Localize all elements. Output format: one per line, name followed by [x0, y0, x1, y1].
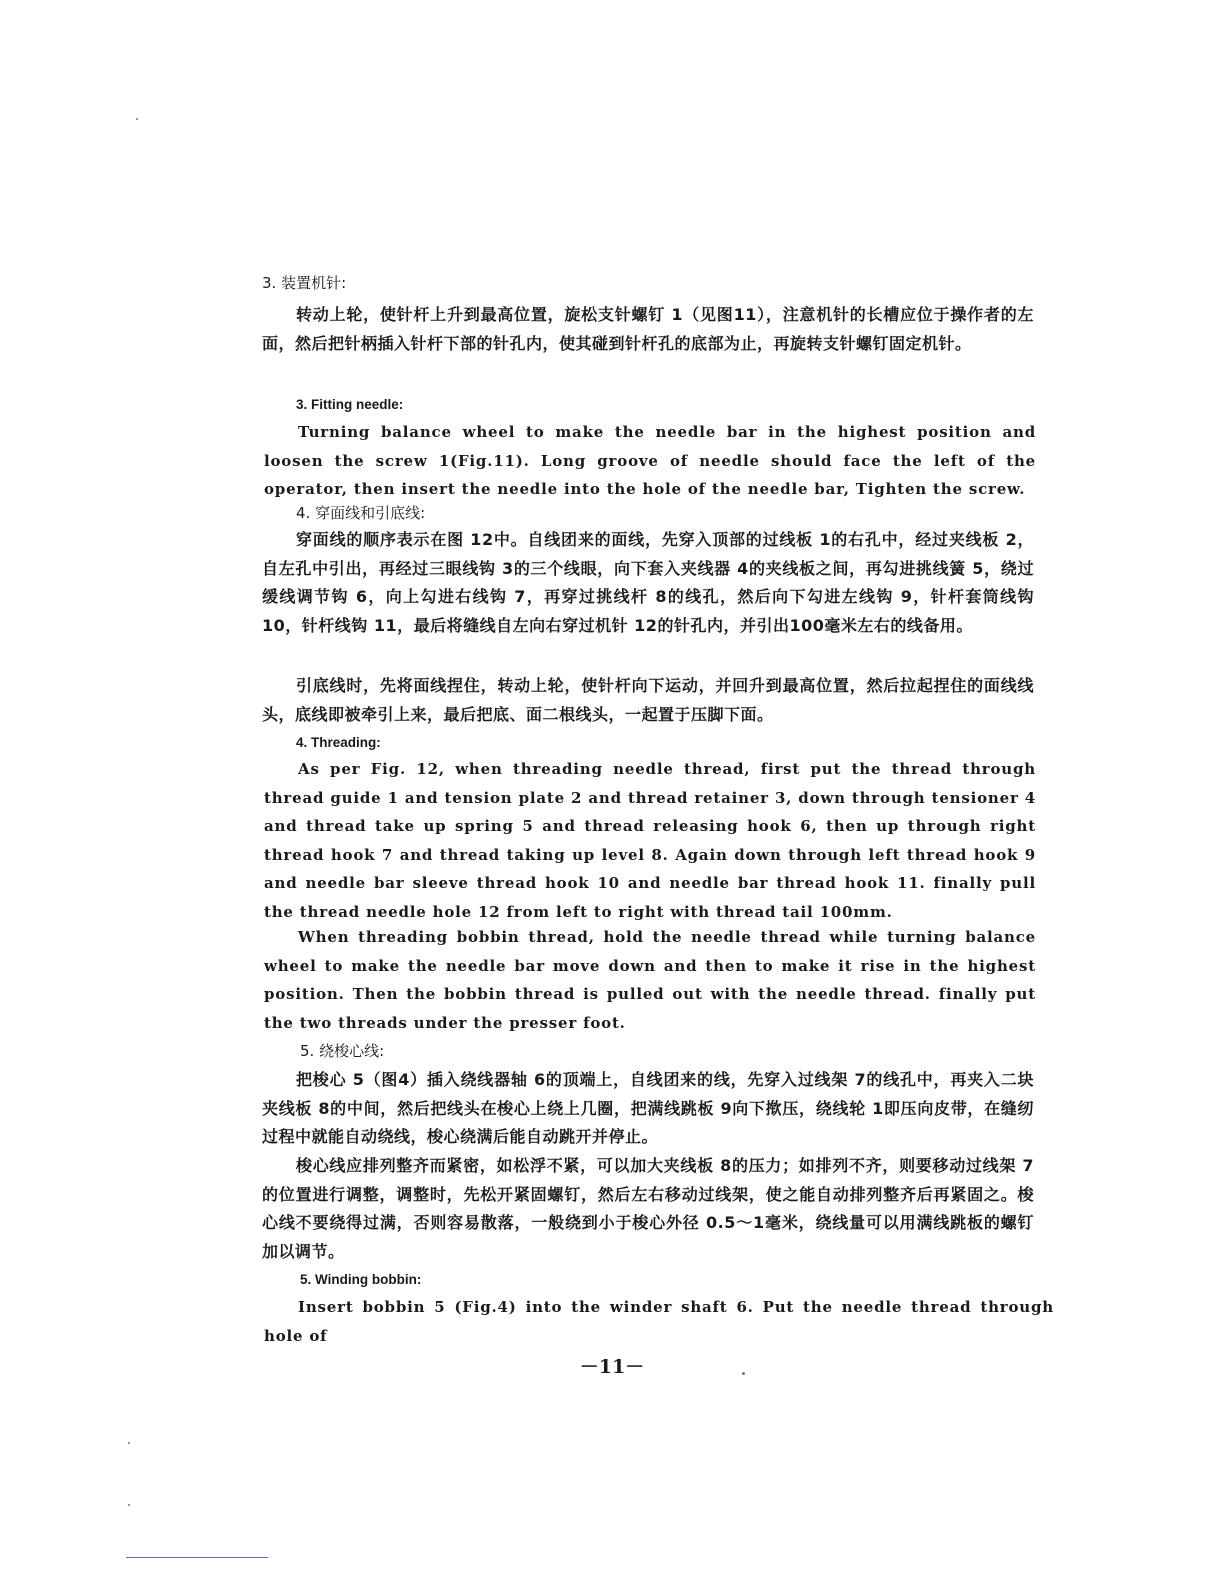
- section-heading-threading-en: 4. Threading:: [296, 735, 381, 750]
- paragraph-threading-cn-2: 引底线时，先将面线捏住，转动上轮，使针杆向下运动，并回升到最高位置，然后拉起捏住的面线线头，底线即被牵引上来，最后把底、面二根线头，一起置于压脚下面。: [262, 676, 1034, 724]
- section-heading-fitting-cn: 3. 装置机针:: [262, 274, 347, 292]
- bottom-rule-line: [126, 1557, 268, 1558]
- paragraph-fitting-en: Turning balance wheel to make the needle bar in the highest position and loosen the screw 1(Fig.11). Long groove of needle should face the left of the operator, then insert the needle into the hole of the needle bar, Tighten the screw.: [264, 423, 1036, 498]
- paragraph-winding-cn-2: 梭心线应排列整齐而紧密，如松浮不紧，可以加大夹线板 8的压力；如排列不齐，则要移动过线架 7的位置进行调整，调整时，先松开紧固螺钉，然后左右移动过线架，使之能自动排列整齐后再紧固之。梭心线不要绕得过满，否则容易散落，一般绕到小于梭心外径 0.5～1毫米，绕线量可以用满线跳板的螺钉加以调节。: [262, 1156, 1034, 1261]
- paragraph-threading-cn-1: 穿面线的顺序表示在图 12中。自线团来的面线，先穿入顶部的过线板 1的右孔中，经过夹线板 2，自左孔中引出，再经过三眼线钩 3的三个线眼，向下套入夹线器 4的夹线板之间，再勾进挑线簧 5，绕过缓线调节钩 6，向上勾进右线钩 7，再穿过挑线杆 8的线孔，然后向下勾进左线钩 9，针杆套筒线钩 10，针杆线钩 11，最后将缝线自左向右穿过机针 12的针孔内，并引出100毫米左右的线备用。: [262, 530, 1034, 635]
- scan-speck: [742, 1372, 745, 1375]
- paragraph-threading-en-1: As per Fig. 12, when threading needle thread, first put the thread through thread guide 1 and tension plate 2 and thread retainer 3, down through tensioner 4 and thread take up spring 5 and thread releasing hook 6, then up through right thread hook 7 and thread taking up level 8. Again down through left thread hook 9 and needle bar sleeve thread hook 10 and needle bar thread hook 11. finally pull the thread needle hole 12 from left to right with thread tail 100mm.: [264, 760, 1036, 921]
- paragraph-threading-en-2: When threading bobbin thread, hold the needle thread while turning balance wheel to make the needle bar move down and then to make it rise in the highest position. Then the bobbin thread is pulled out with the needle thread. finally put the two threads under the presser foot.: [264, 928, 1036, 1032]
- paragraph-fitting-cn: 转动上轮，使针杆上升到最高位置，旋松支针螺钉 1（见图11），注意机针的长槽应位于操作者的左面，然后把针柄插入针杆下部的针孔内，使其碰到针杆孔的底部为止，再旋转支针螺钉固定机针。: [262, 305, 1034, 353]
- scan-speck: [128, 1442, 130, 1444]
- section-heading-fitting-en: 3. Fitting needle:: [296, 397, 404, 412]
- section-heading-winding-cn: 5. 绕梭心线:: [300, 1042, 385, 1060]
- paragraph-winding-cn-1: 把梭心 5（图4）插入绕线器轴 6的顶端上，自线团来的线，先穿入过线架 7的线孔中，再夹入二块夹线板 8的中间，然后把线头在梭心上绕上几圈，把满线跳板 9向下揿压，绕线轮 1即压向皮带，在缝纫过程中就能自动绕线，梭心绕满后能自动跳开并停止。: [262, 1070, 1034, 1146]
- section-heading-winding-en: 5. Winding bobbin:: [300, 1272, 422, 1287]
- paragraph-winding-en: Insert bobbin 5 (Fig.4) into the winder shaft 6. Put the needle thread through hole of: [264, 1298, 1054, 1345]
- section-heading-threading-cn: 4. 穿面线和引底线:: [296, 504, 426, 522]
- page-number: －11－: [579, 1356, 645, 1378]
- scan-speck: [128, 1504, 130, 1506]
- scan-speck: [136, 118, 138, 120]
